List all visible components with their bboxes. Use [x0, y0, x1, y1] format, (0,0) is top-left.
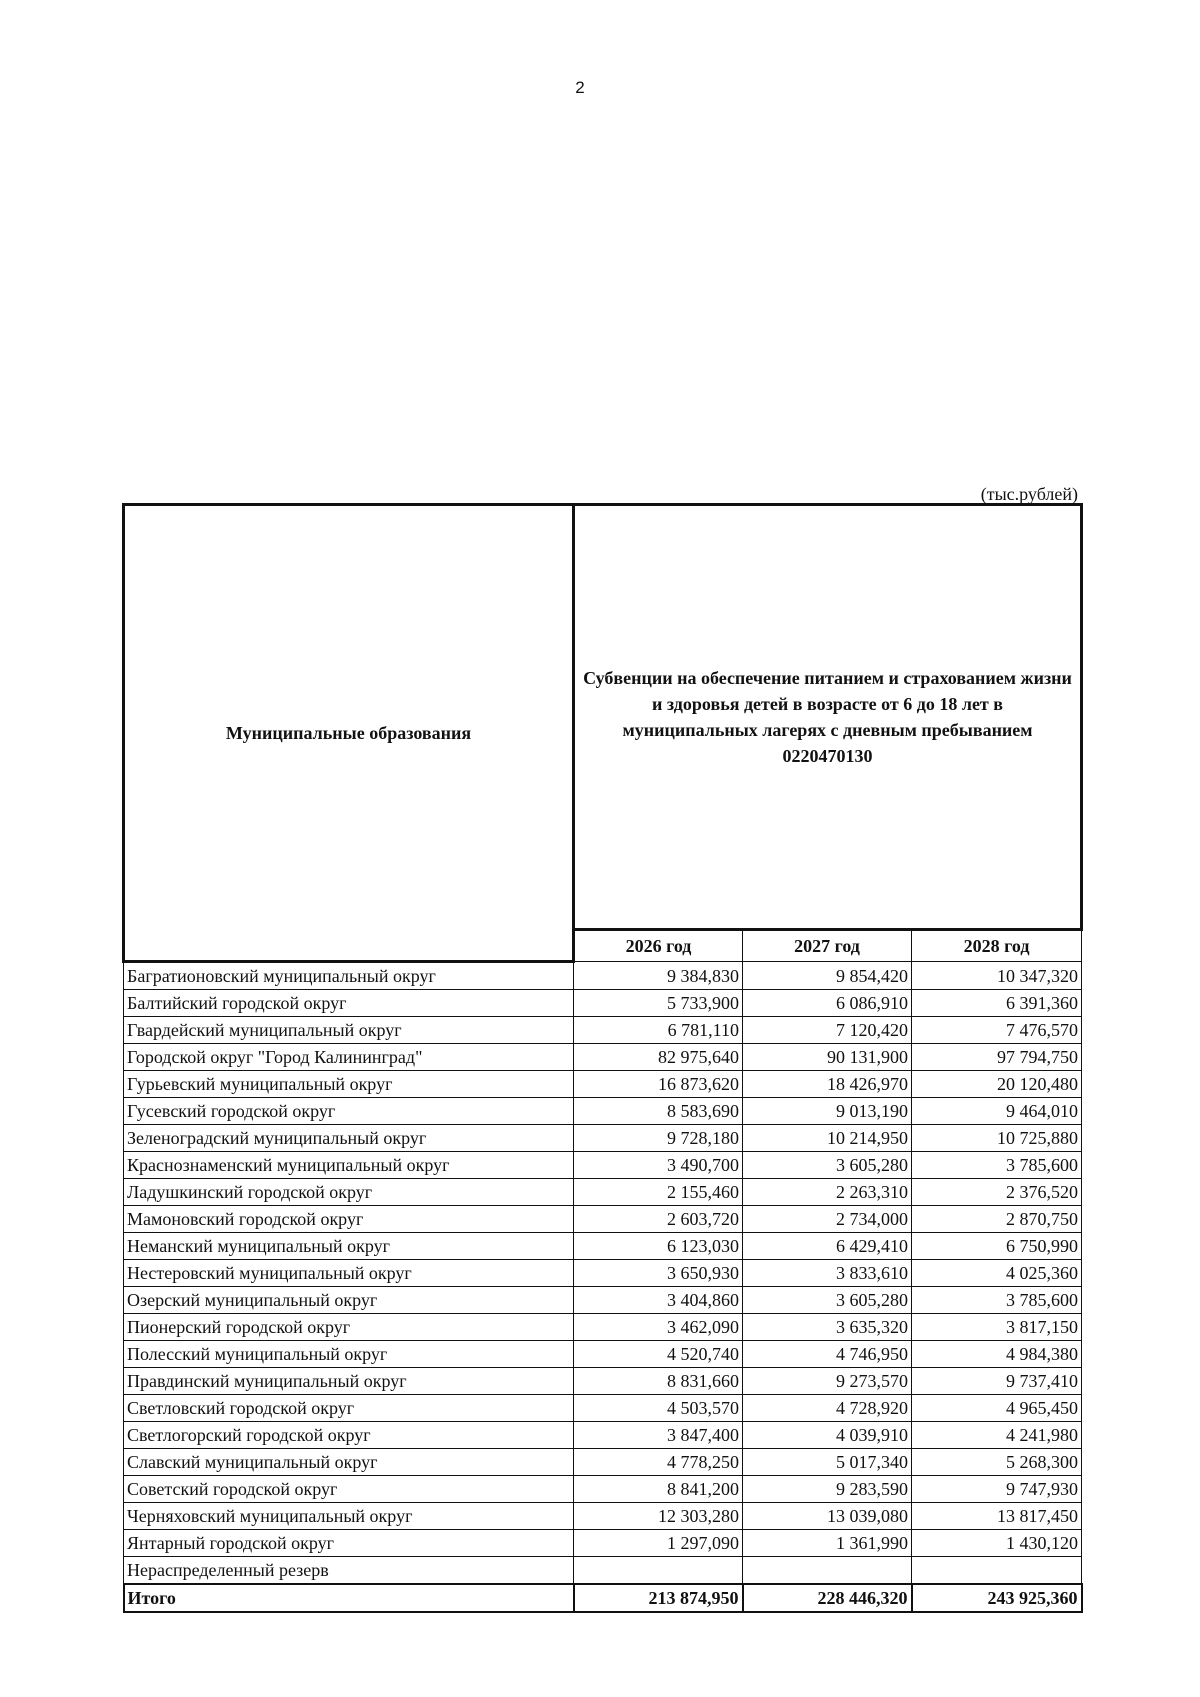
municipality-name: Пионерский городской округ — [124, 1314, 574, 1341]
table-row — [124, 1503, 1082, 1530]
amount-2026: 4 778,250 — [574, 1449, 743, 1476]
amount-2027: 3 605,280 — [743, 1287, 912, 1314]
table-row — [124, 1422, 1082, 1449]
amount-2027: 4 746,950 — [743, 1341, 912, 1368]
amount-2028: 20 120,480 — [912, 1071, 1082, 1098]
year-header-2028: 2028 год — [912, 929, 1082, 961]
amount-2026: 3 490,700 — [574, 1152, 743, 1179]
subvention-column-header — [574, 505, 1082, 930]
amount-2027 — [743, 1557, 912, 1585]
amount-2028: 13 817,450 — [912, 1503, 1082, 1530]
amount-2028: 2 870,750 — [912, 1206, 1082, 1233]
amount-2027: 3 833,610 — [743, 1260, 912, 1287]
amount-2028: 4 241,980 — [912, 1422, 1082, 1449]
amount-2027: 18 426,970 — [743, 1071, 912, 1098]
municipality-name: Гурьевский муниципальный округ — [124, 1071, 574, 1098]
total-row — [124, 1584, 1082, 1612]
amount-2026: 2 603,720 — [574, 1206, 743, 1233]
municipality-name: Советский городской округ — [124, 1476, 574, 1503]
amount-2026: 6 781,110 — [574, 1017, 743, 1044]
municipality-name: Городской округ "Город Калининград" — [124, 1044, 574, 1071]
amount-2026: 8 831,660 — [574, 1368, 743, 1395]
amount-2027: 7 120,420 — [743, 1017, 912, 1044]
amount-2028 — [912, 1557, 1082, 1585]
amount-2027: 13 039,080 — [743, 1503, 912, 1530]
amount-2027: 9 854,420 — [743, 962, 912, 990]
municipality-name: Славский муниципальный округ — [124, 1449, 574, 1476]
table-row — [124, 1071, 1082, 1098]
amount-2028: 9 464,010 — [912, 1098, 1082, 1125]
amount-2028: 3 817,150 — [912, 1314, 1082, 1341]
amount-2028: 4 025,360 — [912, 1260, 1082, 1287]
amount-2027: 9 273,570 — [743, 1368, 912, 1395]
amount-2026: 9 728,180 — [574, 1125, 743, 1152]
table-row — [124, 1395, 1082, 1422]
table-header-row — [124, 505, 1082, 930]
table-row — [124, 1125, 1082, 1152]
amount-2026: 4 503,570 — [574, 1395, 743, 1422]
municipality-name: Багратионовский муниципальный округ — [124, 962, 574, 990]
amount-2028: 4 984,380 — [912, 1341, 1082, 1368]
table-row — [124, 1287, 1082, 1314]
amount-2026: 8 583,690 — [574, 1098, 743, 1125]
amount-2027: 2 734,000 — [743, 1206, 912, 1233]
table-row — [124, 1152, 1082, 1179]
amount-2027: 2 263,310 — [743, 1179, 912, 1206]
amount-2028: 2 376,520 — [912, 1179, 1082, 1206]
table-row — [124, 990, 1082, 1017]
subvention-title: Субвенции на обеспечение питанием и страхованием жизни и здоровья детей в возрасте от 6 до 18 лет в муниципальных лагерях с дневным пребыванием — [583, 667, 1072, 740]
municipality-name: Краснознаменский муниципальный округ — [124, 1152, 574, 1179]
table-row — [124, 1206, 1082, 1233]
municipality-name: Правдинский муниципальный округ — [124, 1368, 574, 1395]
total-2028: 243 925,360 — [912, 1584, 1082, 1612]
amount-2027: 1 361,990 — [743, 1530, 912, 1557]
amount-2026: 8 841,200 — [574, 1476, 743, 1503]
amount-2026: 16 873,620 — [574, 1071, 743, 1098]
units-label: (тыс.рублей) — [980, 484, 1078, 504]
table-row — [124, 962, 1082, 990]
subvention-table — [122, 503, 1083, 1613]
table-row — [124, 1017, 1082, 1044]
year-header-2026: 2026 год — [574, 929, 743, 961]
table-row — [124, 1044, 1082, 1071]
amount-2027: 90 131,900 — [743, 1044, 912, 1071]
amount-2028: 1 430,120 — [912, 1530, 1082, 1557]
amount-2026: 6 123,030 — [574, 1233, 743, 1260]
municipality-name: Светловский городской округ — [124, 1395, 574, 1422]
municipality-name: Светлогорский городской округ — [124, 1422, 574, 1449]
amount-2028: 6 750,990 — [912, 1233, 1082, 1260]
table-row — [124, 1368, 1082, 1395]
municipality-name: Гвардейский муниципальный округ — [124, 1017, 574, 1044]
municipality-name: Неманский муниципальный округ — [124, 1233, 574, 1260]
amount-2027: 3 605,280 — [743, 1152, 912, 1179]
municipality-name: Балтийский городской округ — [124, 990, 574, 1017]
amount-2026: 3 462,090 — [574, 1314, 743, 1341]
table-row — [124, 1260, 1082, 1287]
amount-2028: 9 747,930 — [912, 1476, 1082, 1503]
amount-2027: 9 013,190 — [743, 1098, 912, 1125]
municipality-column-header: Муниципальные образования — [124, 505, 574, 962]
amount-2028: 97 794,750 — [912, 1044, 1082, 1071]
page-number: 2 — [575, 78, 585, 97]
table-row — [124, 1179, 1082, 1206]
table-row — [124, 1530, 1082, 1557]
amount-2027: 3 635,320 — [743, 1314, 912, 1341]
table-row — [124, 1557, 1082, 1585]
amount-2026 — [574, 1557, 743, 1585]
amount-2027: 9 283,590 — [743, 1476, 912, 1503]
year-header-2027: 2027 год — [743, 929, 912, 961]
municipality-name: Зеленоградский муниципальный округ — [124, 1125, 574, 1152]
municipality-name: Полесский муниципальный округ — [124, 1341, 574, 1368]
municipality-name: Черняховский муниципальный округ — [124, 1503, 574, 1530]
municipality-name: Янтарный городской округ — [124, 1530, 574, 1557]
municipality-name: Ладушкинский городской округ — [124, 1179, 574, 1206]
table-row — [124, 1314, 1082, 1341]
amount-2027: 10 214,950 — [743, 1125, 912, 1152]
amount-2026: 3 847,400 — [574, 1422, 743, 1449]
amount-2026: 82 975,640 — [574, 1044, 743, 1071]
amount-2027: 6 086,910 — [743, 990, 912, 1017]
amount-2028: 7 476,570 — [912, 1017, 1082, 1044]
municipality-name: Нестеровский муниципальный округ — [124, 1260, 574, 1287]
amount-2028: 10 347,320 — [912, 962, 1082, 990]
municipality-name: Нераспределенный резерв — [124, 1557, 574, 1585]
municipality-name: Озерский муниципальный округ — [124, 1287, 574, 1314]
total-label: Итого — [124, 1584, 574, 1612]
total-2027: 228 446,320 — [743, 1584, 912, 1612]
amount-2026: 12 303,280 — [574, 1503, 743, 1530]
amount-2026: 2 155,460 — [574, 1179, 743, 1206]
table-row — [124, 1098, 1082, 1125]
amount-2028: 5 268,300 — [912, 1449, 1082, 1476]
table-row — [124, 1449, 1082, 1476]
total-2026: 213 874,950 — [574, 1584, 743, 1612]
amount-2028: 3 785,600 — [912, 1287, 1082, 1314]
municipality-name: Гусевский городской округ — [124, 1098, 574, 1125]
amount-2028: 4 965,450 — [912, 1395, 1082, 1422]
municipality-name: Мамоновский городской округ — [124, 1206, 574, 1233]
amount-2026: 9 384,830 — [574, 962, 743, 990]
table-row — [124, 1233, 1082, 1260]
amount-2028: 6 391,360 — [912, 990, 1082, 1017]
table-row — [124, 1476, 1082, 1503]
amount-2026: 5 733,900 — [574, 990, 743, 1017]
amount-2026: 3 404,860 — [574, 1287, 743, 1314]
table-row — [124, 1341, 1082, 1368]
amount-2027: 4 728,920 — [743, 1395, 912, 1422]
amount-2026: 4 520,740 — [574, 1341, 743, 1368]
amount-2028: 10 725,880 — [912, 1125, 1082, 1152]
amount-2027: 4 039,910 — [743, 1422, 912, 1449]
amount-2026: 3 650,930 — [574, 1260, 743, 1287]
amount-2026: 1 297,090 — [574, 1530, 743, 1557]
amount-2028: 9 737,410 — [912, 1368, 1082, 1395]
budget-code: 0220470130 — [782, 745, 873, 766]
amount-2027: 5 017,340 — [743, 1449, 912, 1476]
amount-2027: 6 429,410 — [743, 1233, 912, 1260]
amount-2028: 3 785,600 — [912, 1152, 1082, 1179]
